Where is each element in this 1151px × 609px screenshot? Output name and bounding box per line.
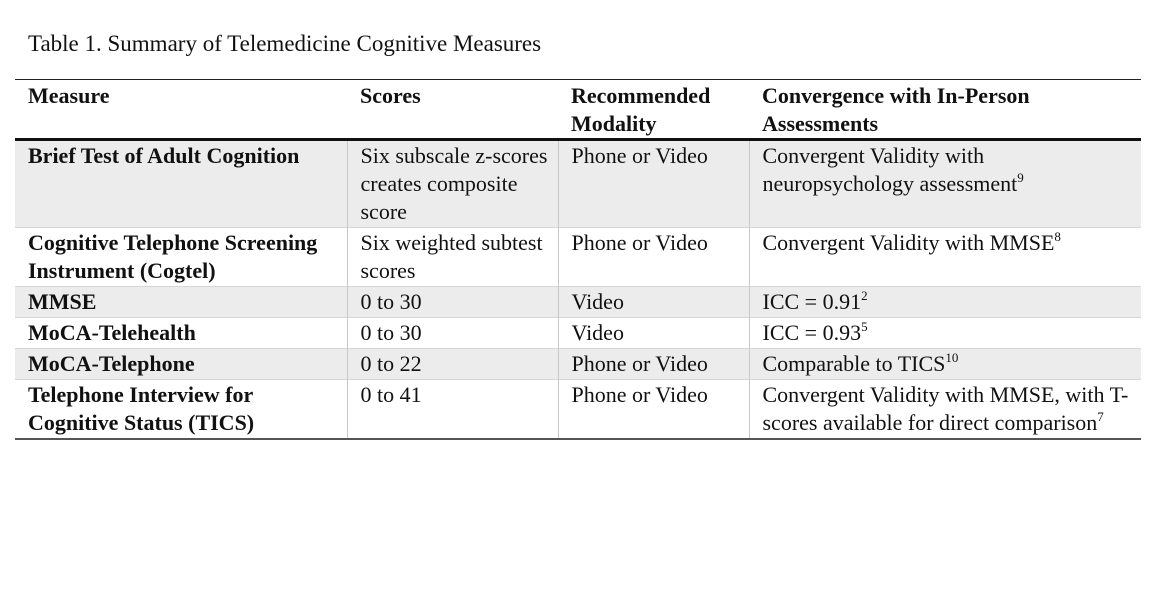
- cell-modality: Phone or Video: [558, 140, 749, 228]
- header-modality-line2: Modality: [571, 111, 657, 136]
- table-row: [15, 287, 1141, 318]
- cell-scores: Six weighted subtest scores: [347, 228, 558, 287]
- cell-measure: MoCA-Telehealth: [28, 320, 196, 345]
- measures-table: [15, 79, 1141, 440]
- header-convergence-line1: Convergence with In-Person: [762, 83, 1030, 108]
- table-row: [15, 380, 1141, 440]
- table-row: [15, 228, 1141, 287]
- table-header-row: [15, 80, 1141, 140]
- cell-convergence: [749, 349, 1141, 380]
- table-caption: Table 1. Summary of Telemedicine Cognitive Measures: [28, 31, 542, 56]
- header-modality: [558, 80, 749, 140]
- convergence-text: Convergent Validity with MMSE: [762, 230, 1055, 255]
- cell-modality: Video: [558, 318, 749, 349]
- reference-superscript: 7: [1097, 409, 1104, 424]
- cell-scores: 0 to 30: [347, 287, 558, 318]
- cell-measure: Brief Test of Adult Cognition: [28, 143, 300, 168]
- table-row: [15, 140, 1141, 228]
- cell-convergence: [749, 140, 1141, 228]
- convergence-text: ICC = 0.93: [762, 320, 862, 345]
- header-measure: Measure: [28, 83, 110, 108]
- reference-superscript: 8: [1054, 229, 1061, 244]
- reference-superscript: 9: [1017, 170, 1024, 185]
- table-row: [15, 349, 1141, 380]
- convergence-text: Comparable to TICS: [762, 351, 946, 376]
- cell-convergence: [749, 380, 1141, 440]
- cell-modality: Phone or Video: [558, 349, 749, 380]
- cell-measure: Cognitive Telephone Screening Instrument (Cogtel): [28, 230, 318, 283]
- reference-superscript: 10: [945, 350, 959, 365]
- cell-measure: Telephone Interview for Cognitive Status (TICS): [28, 382, 255, 435]
- header-convergence-line2: Assessments: [762, 111, 879, 136]
- reference-superscript: 5: [861, 319, 868, 334]
- cell-measure: MMSE: [28, 289, 97, 314]
- cell-modality: Phone or Video: [558, 380, 749, 440]
- cell-convergence: [749, 318, 1141, 349]
- cell-convergence: [749, 287, 1141, 318]
- cell-scores: 0 to 41: [347, 380, 558, 440]
- cell-convergence: [749, 228, 1141, 287]
- header-modality-line1: Recommended: [571, 83, 711, 108]
- convergence-text: Convergent Validity with MMSE, with T-scores available for direct comparison: [762, 382, 1129, 435]
- cell-scores: 0 to 22: [347, 349, 558, 380]
- convergence-text: Convergent Validity with neuropsychology assessment: [762, 143, 1018, 196]
- header-convergence: [749, 80, 1141, 140]
- cell-scores: 0 to 30: [347, 318, 558, 349]
- cell-modality: Video: [558, 287, 749, 318]
- cell-modality: Phone or Video: [558, 228, 749, 287]
- header-scores: Scores: [360, 83, 421, 108]
- cell-measure: MoCA-Telephone: [28, 351, 195, 376]
- reference-superscript: 2: [861, 288, 868, 303]
- table-row: [15, 318, 1141, 349]
- cell-scores: Six subscale z-scores creates composite score: [347, 140, 558, 228]
- convergence-text: ICC = 0.91: [762, 289, 862, 314]
